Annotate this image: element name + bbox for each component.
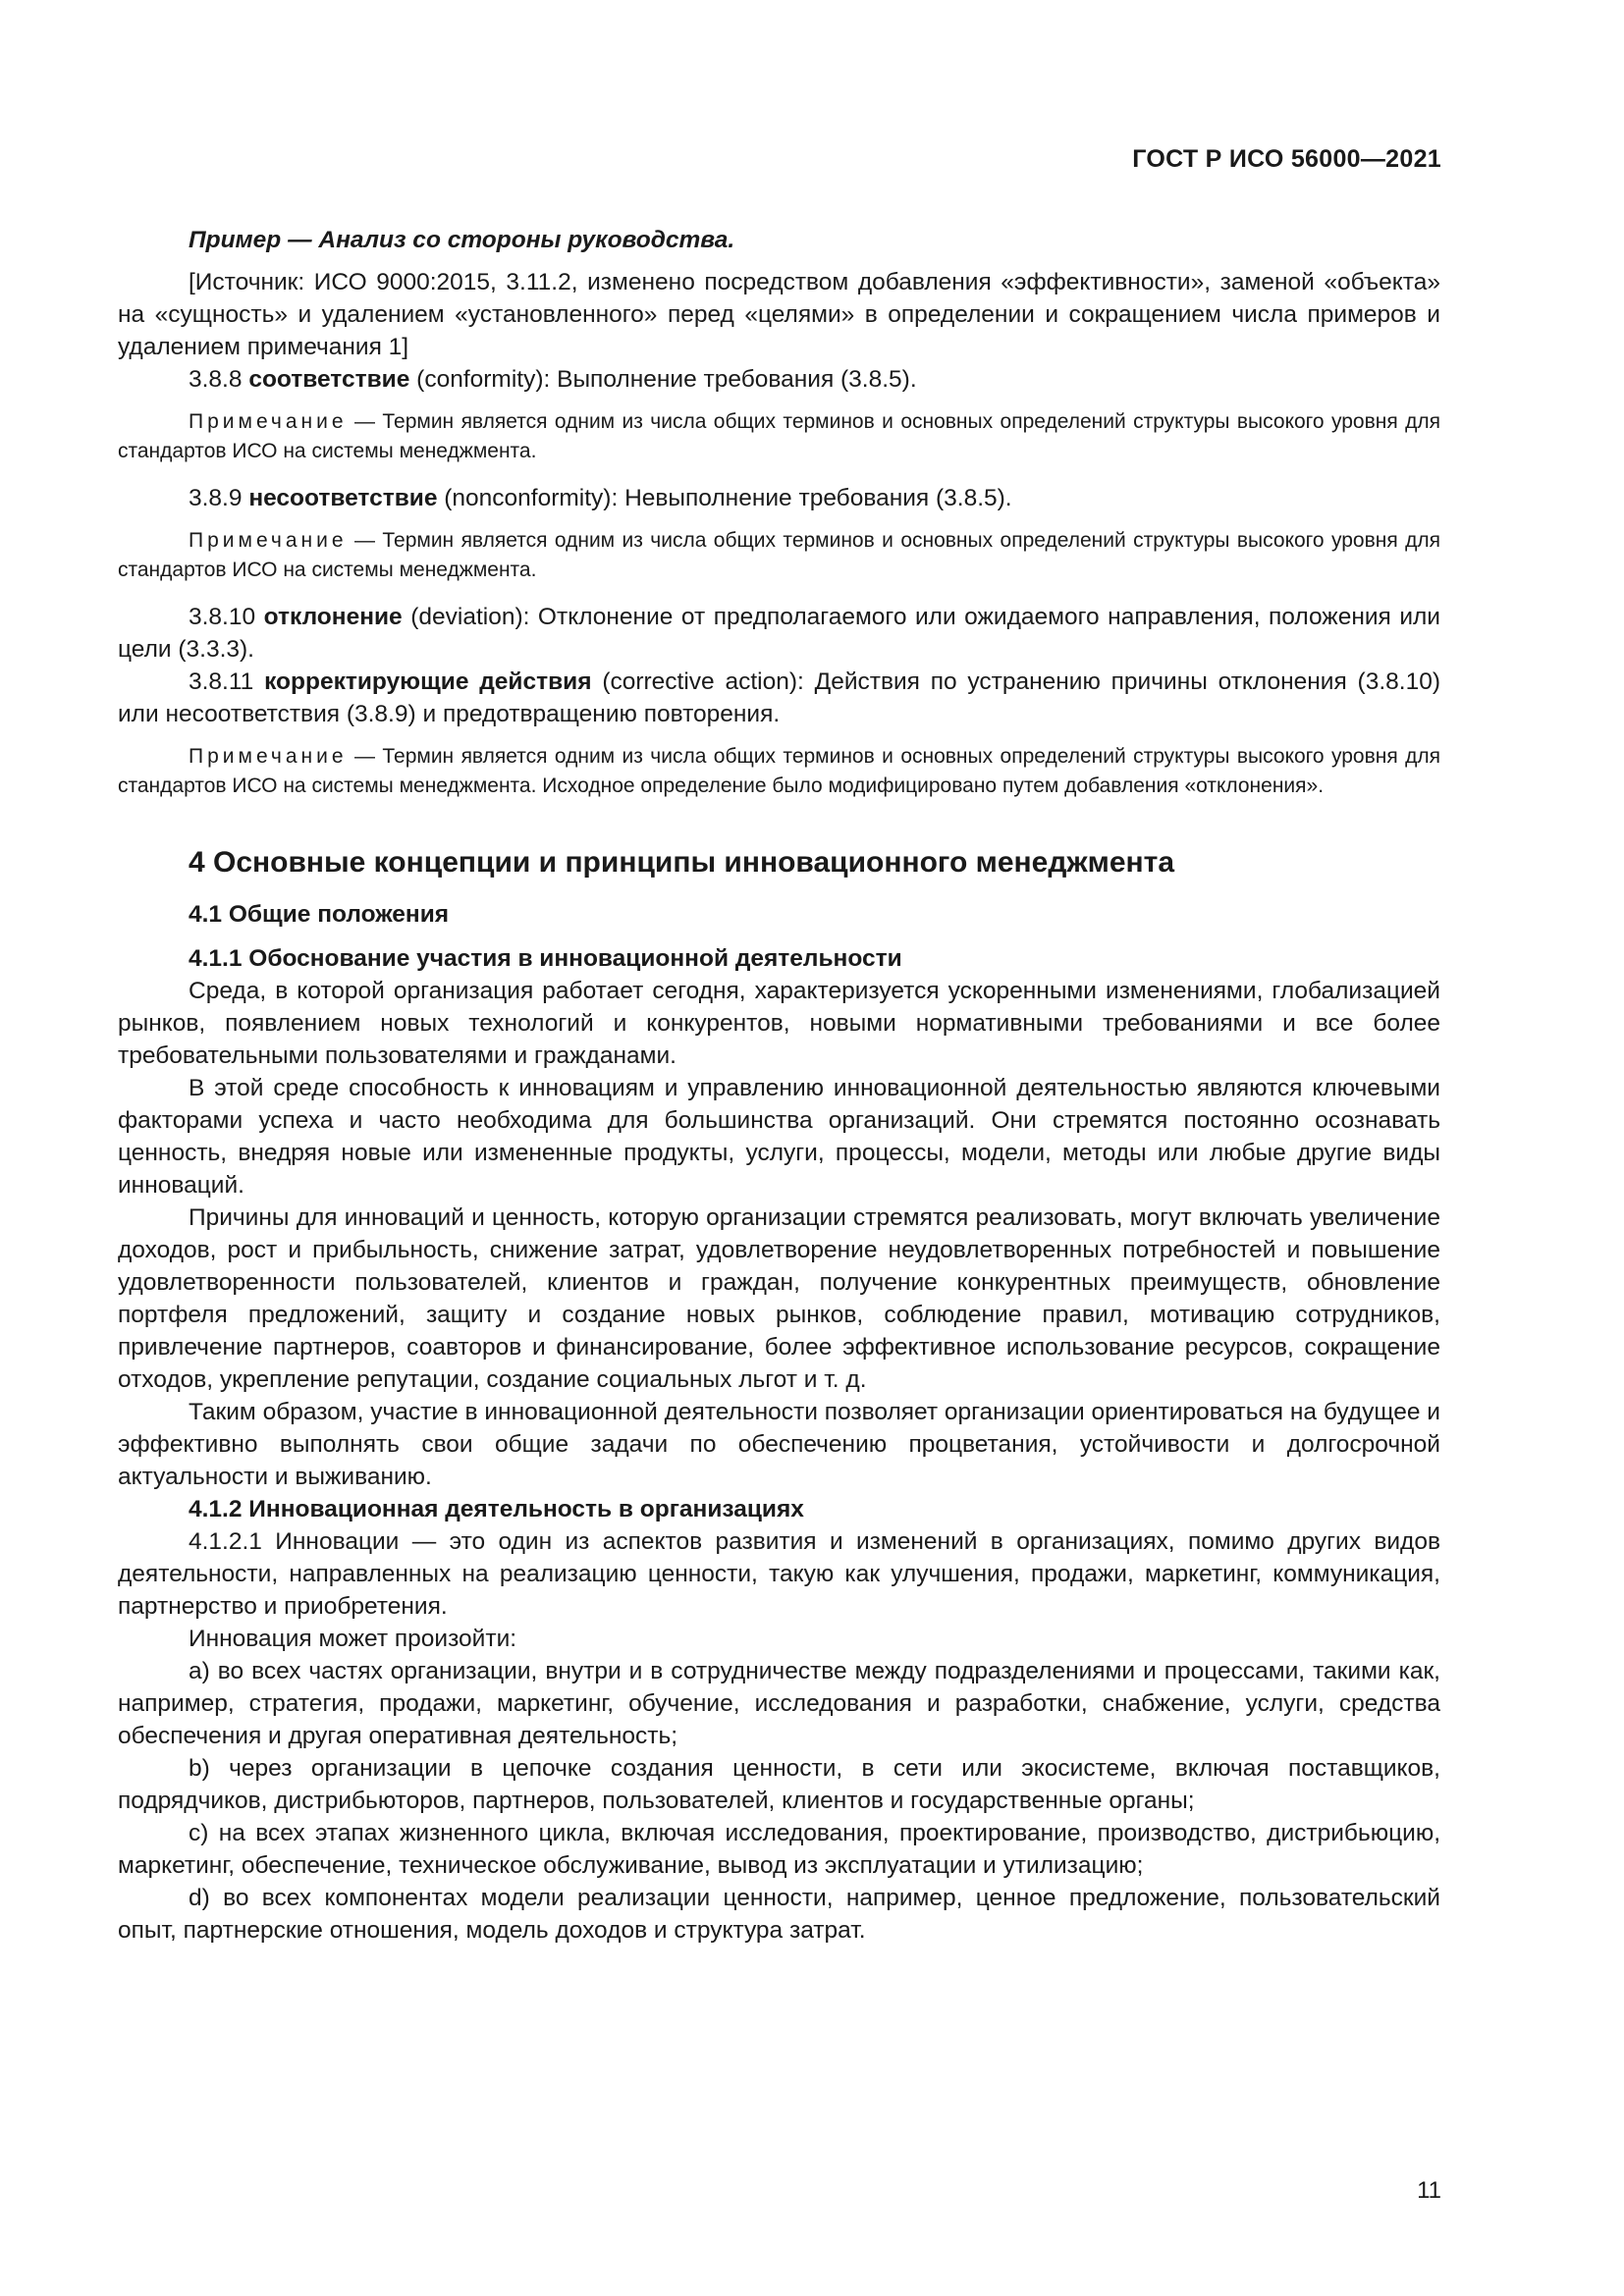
term-3-8-11: 3.8.11 корректирующие действия (corrective action): Действия по устранению причины отклонения (3.8.10) или несоответствия (3.8.9) и предотвращению повторения. <box>118 668 1440 727</box>
page-body <box>118 224 1440 1947</box>
list-item: c) на всех этапах жизненного цикла, включая исследования, проектирование, производство, дистрибьюцию, маркетинг, обеспечение, техническое обслуживание, вывод из эксплуатации и утилизацию; <box>118 1820 1440 1879</box>
paragraph: В этой среде способность к инновациям и управлению инновационной деятельностью являются ключевыми факторами успеха и часто необходима для большинства организаций. Они стремятся постоянно осознавать ценность, внедряя новые или измененные продукты, услуги, процессы, модели, методы или любые другие виды инноваций. <box>118 1075 1440 1199</box>
section-4-1-2-heading: 4.1.2 Инновационная деятельность в организациях <box>189 1496 804 1522</box>
list-item: b) через организации в цепочке создания ценности, в сети или экосистеме, включая поставщиков, подрядчиков, дистрибьюторов, партнеров, пользователей, клиентов и государственные органы; <box>118 1755 1440 1814</box>
note-3-8-11: Примечание — Термин является одним из числа общих терминов и основных определений структуры высокого уровня для стандартов ИСО на системы менеджмента. Исходное определение было модифицировано путем добавления «отклонения». <box>118 745 1440 797</box>
page-number: 11 <box>1417 2177 1441 2204</box>
paragraph: 4.1.2.1 Инновации — это один из аспектов развития и изменений в организациях, помимо других видов деятельности, направленных на реализацию ценности, такую как улучшения, продажи, маркетинг, коммуникация, партнерство и приобретения. <box>118 1528 1440 1620</box>
paragraph: Инновация может произойти: <box>189 1626 517 1652</box>
paragraph: Среда, в которой организация работает сегодня, характеризуется ускоренными изменениями, глобализацией рынков, появлением новых технологий и конкурентов, новыми нормативными требованиями и все более требовательными пользователями и гражданами. <box>118 978 1440 1069</box>
section-4-1-heading: 4.1 Общие положения <box>189 901 450 928</box>
term-3-8-10: 3.8.10 отклонение (deviation): Отклонение от предполагаемого или ожидаемого направления, положения или цели (3.3.3). <box>118 604 1440 663</box>
section-4-heading: 4 Основные концепции и принципы инновационного менеджмента <box>189 846 1175 879</box>
list-item: a) во всех частях организации, внутри и в сотрудничестве между подразделениями и процессами, такими как, например, стратегия, продажи, маркетинг, обучение, исследования и разработки, снабжение, услуги, средства обеспечения и другая оперативная деятельность; <box>118 1658 1440 1749</box>
term-3-8-8: 3.8.8 соответствие (conformity): Выполнение требования (3.8.5). <box>189 366 917 393</box>
source-note: [Источник: ИСО 9000:2015, 3.11.2, изменено посредством добавления «эффективности», заменой «объекта» на «сущность» и удалением «установленного» перед «целями» в определении и сокращением числа примеров и удалением примечания 1] <box>118 269 1440 360</box>
paragraph: Причины для инноваций и ценность, которую организации стремятся реализовать, могут включать увеличение доходов, рост и прибыльность, снижение затрат, удовлетворение неудовлетворенных потребностей и повышение удовлетворенности пользователей, клиентов и граждан, получение конкурентных преимуществ, обновление портфеля предложений, защиту и создание новых рынков, соблюдение правил, мотивацию сотрудников, привлечение партнеров, соавторов и финансирование, более эффективное использование ресурсов, сокращение отходов, укрепление репутации, создание социальных льгот и т. д. <box>118 1204 1440 1393</box>
list-item: d) во всех компонентах модели реализации ценности, например, ценное предложение, пользовательский опыт, партнерские отношения, модель доходов и структура затрат. <box>118 1885 1440 1944</box>
standard-code-header: ГОСТ Р ИСО 56000—2021 <box>1132 145 1441 173</box>
example-line: Пример — Анализ со стороны руководства. <box>189 227 735 253</box>
section-4-1-1-heading: 4.1.1 Обоснование участия в инновационной деятельности <box>189 945 902 972</box>
paragraph: Таким образом, участие в инновационной деятельности позволяет организации ориентироваться на будущее и эффективно выполнять свои общие задачи по обеспечению процветания, устойчивости и долгосрочной актуальности и выживанию. <box>118 1399 1440 1490</box>
note-3-8-9: Примечание — Термин является одним из числа общих терминов и основных определений структуры высокого уровня для стандартов ИСО на системы менеджмента. <box>118 529 1440 581</box>
note-3-8-8: Примечание — Термин является одним из числа общих терминов и основных определений структуры высокого уровня для стандартов ИСО на системы менеджмента. <box>118 410 1440 462</box>
term-3-8-9: 3.8.9 несоответствие (nonconformity): Невыполнение требования (3.8.5). <box>189 485 1012 511</box>
